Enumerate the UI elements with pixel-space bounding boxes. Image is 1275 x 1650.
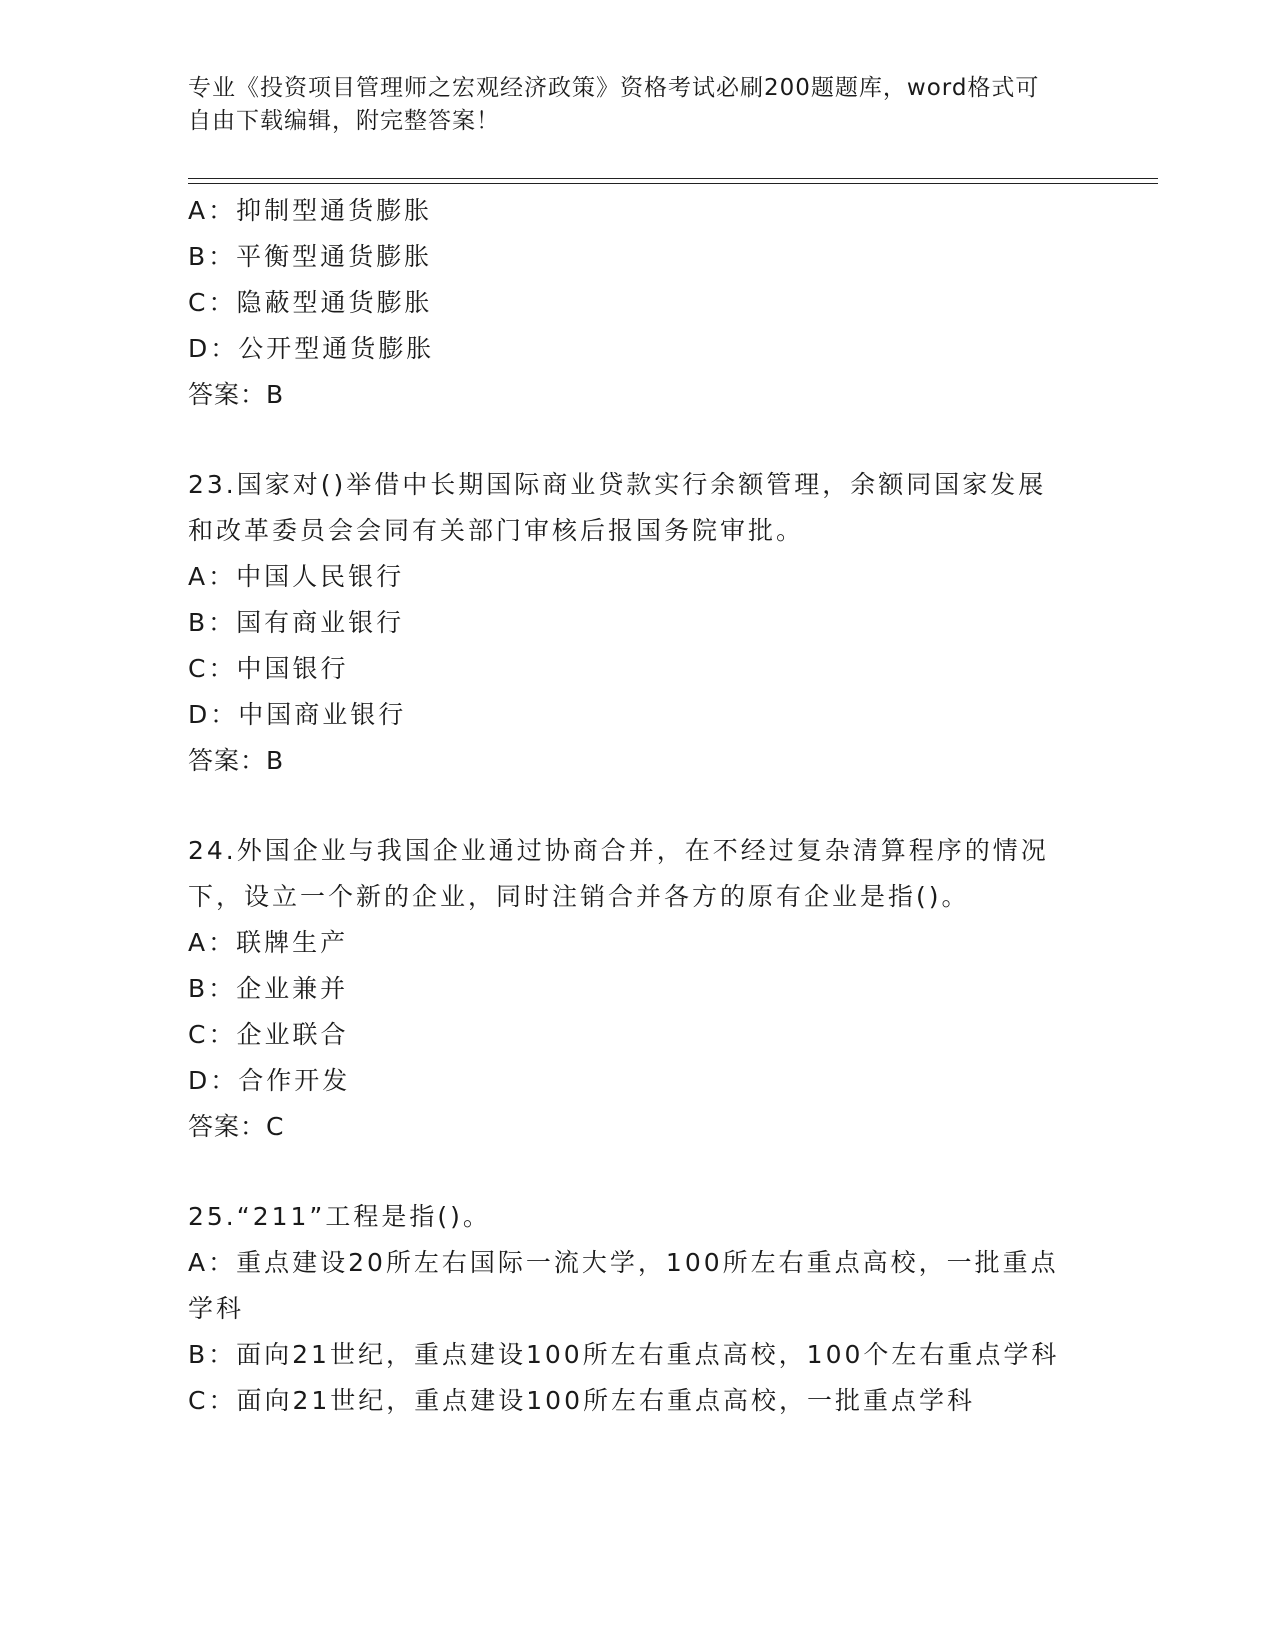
option-a: A：重点建设20所左右国际一流大学，100所左右重点高校，一批重点 (188, 1248, 1059, 1277)
option-b: B：国有商业银行 (188, 608, 405, 637)
option-a-continuation: 学科 (188, 1294, 245, 1323)
answer: 答案：C (188, 1112, 285, 1141)
answer: 答案：B (188, 380, 285, 409)
question-stem-line-1: 24.外国企业与我国企业通过协商合并，在不经过复杂清算程序的情况 (188, 836, 1049, 865)
question-25 (188, 1194, 1088, 1424)
header-divider-bottom (188, 183, 1158, 184)
spacer (188, 784, 1088, 828)
header-title-line-1: 专业《投资项目管理师之宏观经济政策》资格考试必刷200题题库，word格式可 (188, 75, 1040, 101)
question-stem-line-2: 下，设立一个新的企业，同时注销合并各方的原有企业是指()。 (188, 882, 970, 911)
option-c: C：企业联合 (188, 1020, 349, 1049)
header-title-line-2: 自由下载编辑，附完整答案！ (188, 108, 500, 134)
option-c: C：面向21世纪，重点建设100所左右重点高校，一批重点学科 (188, 1386, 975, 1415)
spacer (188, 1150, 1088, 1194)
option-b: B：企业兼并 (188, 974, 349, 1003)
option-d: D：公开型通货膨胀 (188, 334, 435, 363)
question-list (188, 188, 1088, 1424)
option-a: A：中国人民银行 (188, 562, 405, 591)
question-23 (188, 462, 1088, 784)
question-stem-line-2: 和改革委员会会同有关部门审核后报国务院审批。 (188, 516, 805, 545)
option-d: D：中国商业银行 (188, 700, 407, 729)
option-a: A：联牌生产 (188, 928, 349, 957)
option-b: B：面向21世纪，重点建设100所左右重点高校，100个左右重点学科 (188, 1340, 1060, 1369)
option-c: C：隐蔽型通货膨胀 (188, 288, 433, 317)
question-24 (188, 828, 1088, 1150)
header-divider-top (188, 178, 1158, 179)
option-a: A：抑制型通货膨胀 (188, 196, 433, 225)
question-stem-line-1: 25.“211”工程是指()。 (188, 1202, 491, 1231)
document-header (188, 72, 1088, 138)
question-22 (188, 188, 1088, 418)
option-d: D：合作开发 (188, 1066, 351, 1095)
question-stem-line-1: 23.国家对()举借中长期国际商业贷款实行余额管理，余额同国家发展 (188, 470, 1047, 499)
option-c: C：中国银行 (188, 654, 349, 683)
answer: 答案：B (188, 746, 285, 775)
spacer (188, 418, 1088, 462)
option-b: B：平衡型通货膨胀 (188, 242, 433, 271)
